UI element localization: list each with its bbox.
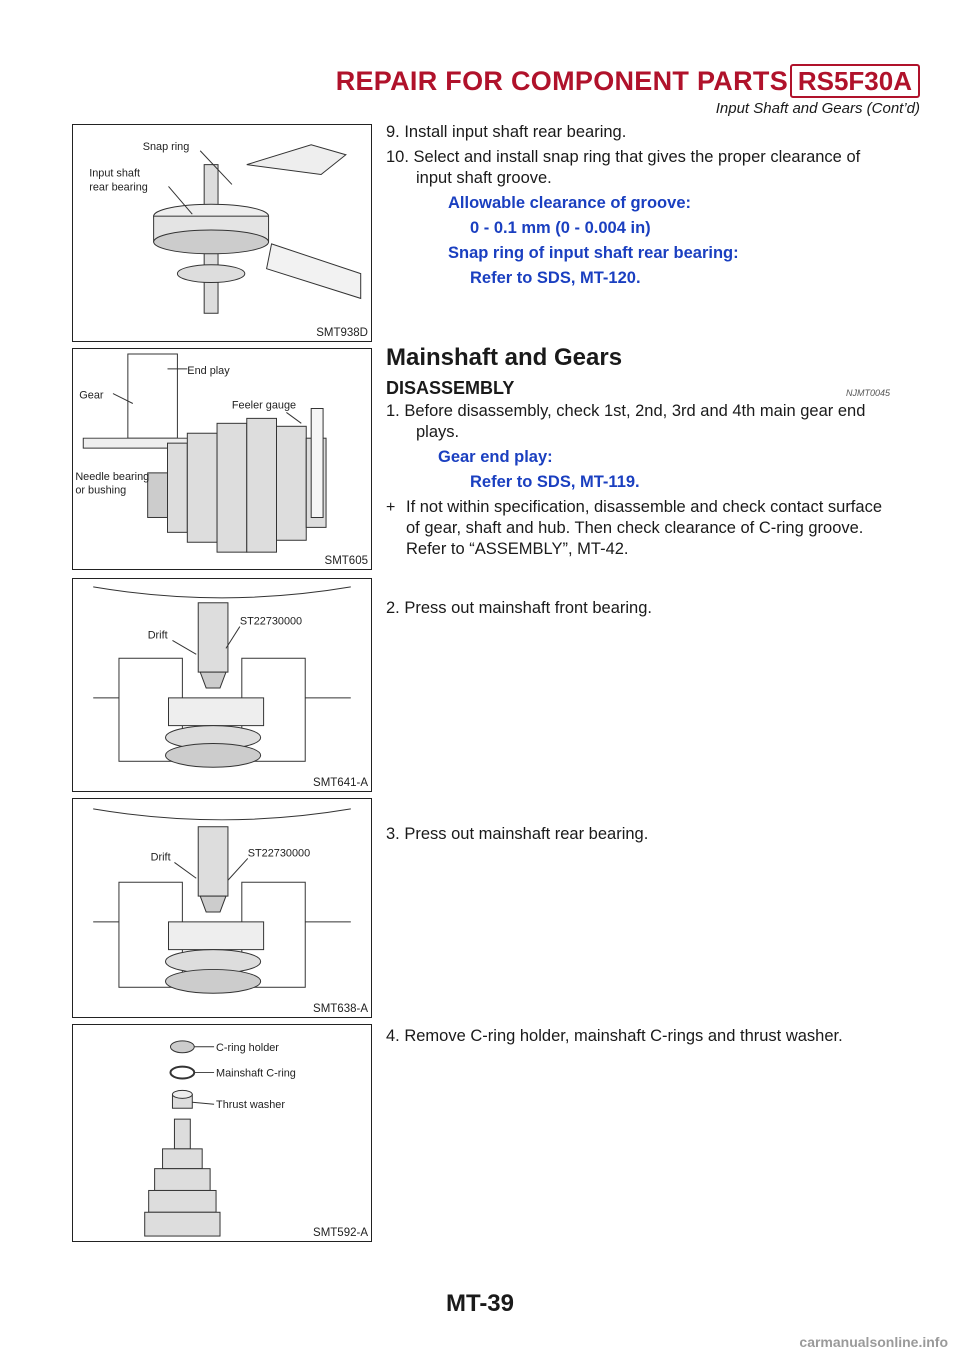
step-9: 9. Install input shaft rear bearing. [386,123,627,141]
spec-value-gear-end-play: Refer to SDS, MT-119. [470,473,640,491]
end-play-illustration [73,349,371,569]
spec-label-snap-ring: Snap ring of input shaft rear bearing: [448,244,739,262]
label-c-ring-holder: C-ring holder [216,1041,279,1054]
reference-code: NJMT0045 [845,388,890,398]
page-title: REPAIR FOR COMPONENT PARTS [335,66,788,96]
step-10: 10. Select and install snap ring that gives the proper clearance of input shaft groove. [386,148,861,187]
step-1: 1. Before disassembly, check 1st, 2nd, 3rd and 4th main gear end plays. [386,402,866,441]
page-number: MT-39 [445,1290,514,1317]
spec-label-groove-clearance: Allowable clearance of groove: [448,194,691,212]
step-4: 4. Remove C-ring holder, mainshaft C-rings and thrust washer. [386,1027,843,1045]
label-snap-ring: Snap ring [142,140,190,153]
label-gear: Gear [79,389,104,402]
watermark: carmanualsonline.info [799,1334,948,1350]
model-code-badge: RS5F30A [790,64,920,98]
label-input-shaft: Input shaft [89,167,141,180]
note-text: If not within specification, disassemble and check contact surface of gear, shaft and hub. Then check clearance of C-ring groove. Refer to “ASSEMBLY”, MT-42. [406,498,882,558]
label-tool-number: ST22730000 [239,615,303,628]
label-or-bushing: or bushing [75,484,127,497]
figure-gear-end-play [72,348,372,570]
label-thrust-washer: Thrust washer [216,1099,285,1112]
figure-snap-ring [72,124,372,342]
label-end-play: End play [187,364,230,377]
label-tool-number: ST22730000 [247,847,311,860]
input-shaft-steps [386,122,890,289]
figure-rear-bearing-press [72,798,372,1018]
label-rear-bearing: rear bearing [89,181,148,194]
figure-c-ring-parts [72,1024,372,1242]
step-3: 3. Press out mainshaft rear bearing. [386,825,649,843]
c-ring-illustration [73,1025,371,1241]
figure-code: SMT641-A [313,777,368,789]
snap-ring-illustration [73,125,371,341]
figure-front-bearing-press [72,578,372,792]
label-feeler-gauge: Feeler gauge [231,399,297,412]
front-bearing-illustration [73,579,371,791]
label-drift: Drift [147,629,168,642]
mainshaft-section [386,344,890,560]
label-needle-bearing: Needle bearing [75,470,150,483]
spec-value-groove-clearance: 0 - 0.1 mm (0 - 0.004 in) [470,219,651,237]
rear-bearing-illustration [73,799,371,1017]
figure-code: SMT938D [316,327,368,339]
note-bullet [386,497,890,560]
figure-code: SMT592-A [313,1227,368,1239]
figure-code: SMT638-A [313,1003,368,1015]
label-drift: Drift [150,851,171,864]
step-2: 2. Press out mainshaft front bearing. [386,599,652,617]
bullet-marker: + [386,499,396,516]
spec-value-snap-ring: Refer to SDS, MT-120. [470,269,641,287]
figure-code: SMT605 [324,555,368,567]
label-mainshaft-c-ring: Mainshaft C-ring [216,1067,296,1080]
disassembly-label: DISASSEMBLY [386,378,515,398]
spec-label-gear-end-play: Gear end play: [438,448,553,466]
page-subtitle: Input Shaft and Gears (Cont’d) [715,100,920,117]
section-heading: Mainshaft and Gears [386,344,623,371]
subsection-heading [386,378,890,399]
page-header [0,0,960,117]
